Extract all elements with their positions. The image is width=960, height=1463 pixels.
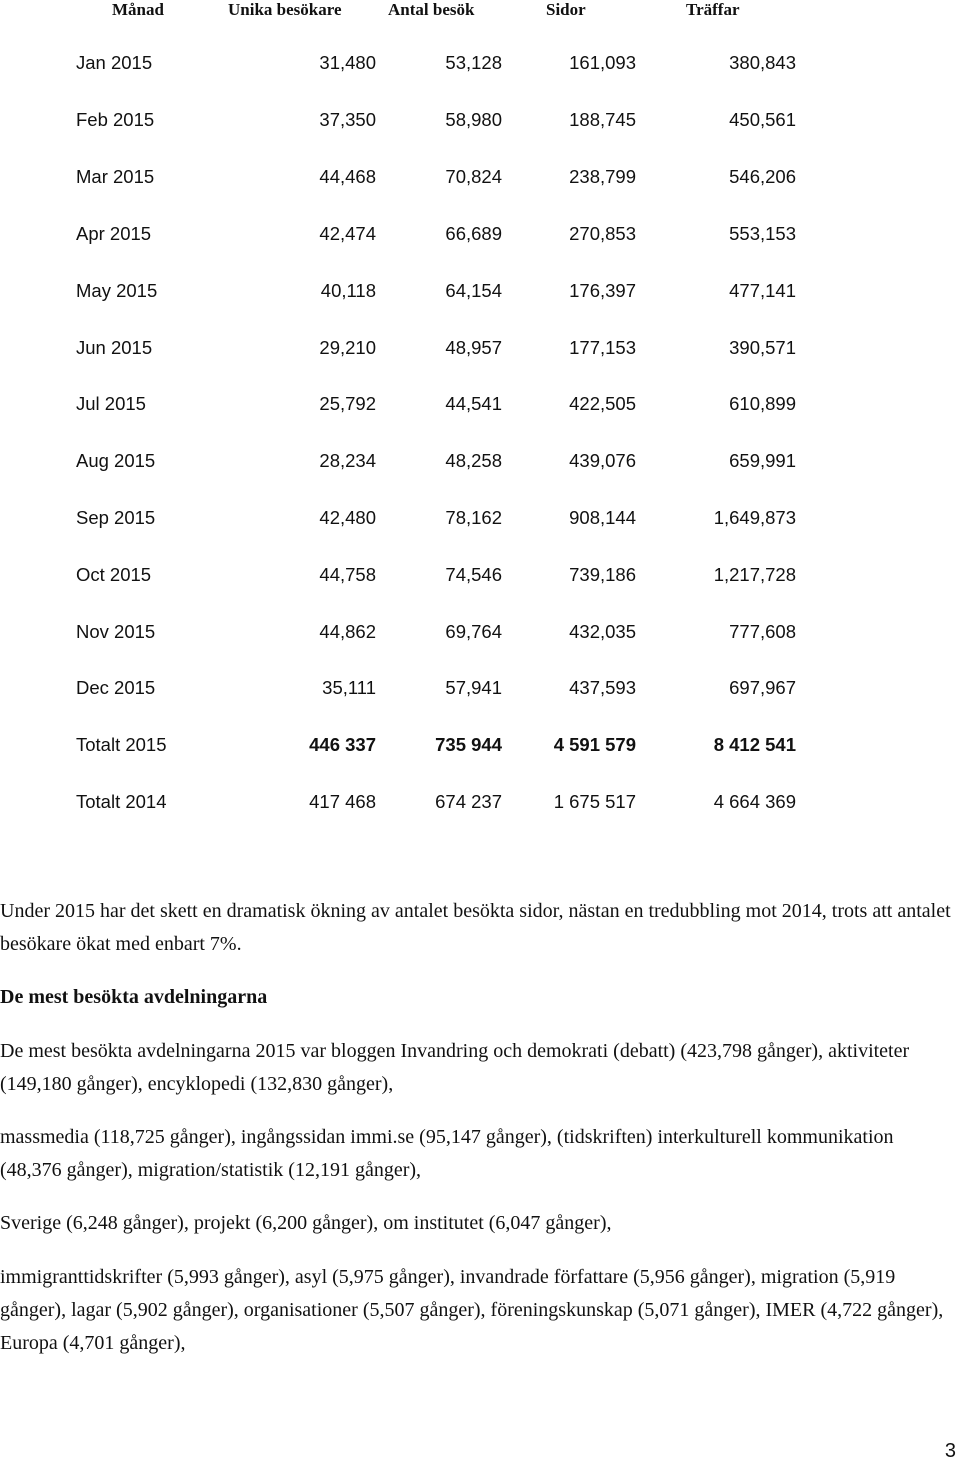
cell-unique-visitors: 28,234	[319, 450, 376, 471]
cell-hits: 546,206	[729, 166, 796, 187]
cell-unique-visitors: 446 337	[309, 734, 376, 755]
cell-hits: 553,153	[729, 223, 796, 244]
table-row-total-2014	[0, 789, 960, 815]
table-row	[0, 619, 960, 645]
table-row	[0, 448, 960, 474]
cell-hits: 380,843	[729, 52, 796, 73]
table-row	[0, 278, 960, 304]
cell-pages: 739,186	[569, 564, 636, 585]
cell-visits: 44,541	[445, 393, 502, 414]
body-paragraph: De mest besökta avdelningarna 2015 var bloggen Invandring och demokrati (debatt) (423,798 gånger), aktiviteter (149,180 gånger), encyklopedi (132,830 gånger),	[0, 1040, 910, 1095]
cell-visits: 53,128	[445, 52, 502, 73]
cell-month: Nov 2015	[76, 621, 156, 642]
table-row	[0, 164, 960, 190]
cell-unique-visitors: 42,474	[319, 223, 376, 244]
body-paragraph: immigranttidskrifter (5,993 gånger), asyl (5,975 gånger), invandrade författare (5,956 gånger), migration (5,919 gånger), lagar (5,902 gånger), organisationer (5,507 gånger), föreningskunskap (5,071 gånger), IMER (4,722 gånger), Europa (4,701 gånger),	[0, 1266, 944, 1354]
cell-unique-visitors: 29,210	[319, 337, 376, 358]
cell-visits: 74,546	[445, 564, 502, 585]
cell-visits: 78,162	[445, 507, 502, 528]
cell-visits: 64,154	[445, 280, 502, 301]
table-row	[0, 107, 960, 133]
cell-pages: 177,153	[569, 337, 636, 358]
cell-month: Totalt 2014	[76, 791, 167, 812]
cell-month: Jun 2015	[76, 337, 153, 358]
cell-month: Mar 2015	[76, 166, 155, 187]
cell-month: Feb 2015	[76, 109, 155, 130]
header-visits: Antal besök	[388, 0, 475, 19]
table-row	[0, 391, 960, 417]
cell-hits: 1,649,873	[713, 507, 796, 528]
table-row	[0, 675, 960, 701]
cell-visits: 58,980	[445, 109, 502, 130]
cell-month: May 2015	[76, 280, 158, 301]
cell-unique-visitors: 417 468	[309, 791, 376, 812]
cell-visits: 70,824	[445, 166, 502, 187]
cell-hits: 8 412 541	[713, 734, 796, 755]
cell-hits: 1,217,728	[713, 564, 796, 585]
cell-pages: 908,144	[569, 507, 636, 528]
cell-hits: 390,571	[729, 337, 796, 358]
cell-pages: 161,093	[569, 52, 636, 73]
cell-visits: 66,689	[445, 223, 502, 244]
cell-visits: 735 944	[435, 734, 502, 755]
cell-pages: 238,799	[569, 166, 636, 187]
table-row	[0, 335, 960, 361]
header-unique-visitors: Unika besökare	[228, 0, 342, 19]
header-pages: Sidor	[546, 0, 586, 19]
cell-unique-visitors: 31,480	[319, 52, 376, 73]
cell-month: Apr 2015	[76, 223, 152, 244]
table-row	[0, 562, 960, 588]
cell-visits: 48,957	[445, 337, 502, 358]
summary-paragraph: Under 2015 har det skett en dramatisk ökning av antalet besökta sidor, nästan en tredubbling mot 2014, trots att antalet besökare ökat med enbart 7%.	[0, 900, 951, 955]
cell-month: Jul 2015	[76, 393, 146, 414]
cell-pages: 188,745	[569, 109, 636, 130]
cell-month: Oct 2015	[76, 564, 152, 585]
page-number: 3	[944, 1440, 956, 1462]
cell-unique-visitors: 44,758	[319, 564, 376, 585]
cell-pages: 439,076	[569, 450, 636, 471]
cell-unique-visitors: 35,111	[322, 677, 376, 698]
cell-hits: 659,991	[729, 450, 796, 471]
table-row-total-2015	[0, 732, 960, 758]
cell-hits: 697,967	[729, 677, 796, 698]
cell-unique-visitors: 44,862	[319, 621, 376, 642]
cell-pages: 432,035	[569, 621, 636, 642]
cell-hits: 477,141	[729, 280, 796, 301]
cell-hits: 450,561	[729, 109, 796, 130]
cell-visits: 57,941	[445, 677, 502, 698]
body-paragraph: massmedia (118,725 gånger), ingångssidan immi.se (95,147 gånger), (tidskriften) interkulturell kommunikation (48,376 gånger), migration/statistik (12,191 gånger),	[0, 1126, 894, 1181]
cell-unique-visitors: 25,792	[319, 393, 376, 414]
cell-month: Jan 2015	[76, 52, 153, 73]
cell-pages: 422,505	[569, 393, 636, 414]
section-heading: De mest besökta avdelningarna	[0, 986, 268, 1008]
cell-hits: 4 664 369	[713, 791, 796, 812]
cell-unique-visitors: 42,480	[319, 507, 376, 528]
cell-month: Aug 2015	[76, 450, 156, 471]
cell-pages: 176,397	[569, 280, 636, 301]
cell-visits: 674 237	[435, 791, 502, 812]
cell-hits: 777,608	[729, 621, 796, 642]
body-paragraph: Sverige (6,248 gånger), projekt (6,200 gånger), om institutet (6,047 gånger),	[0, 1212, 612, 1234]
cell-hits: 610,899	[729, 393, 796, 414]
cell-visits: 69,764	[445, 621, 502, 642]
table-row	[0, 221, 960, 247]
cell-unique-visitors: 40,118	[320, 280, 376, 301]
cell-unique-visitors: 44,468	[319, 166, 376, 187]
cell-pages: 437,593	[569, 677, 636, 698]
cell-visits: 48,258	[445, 450, 502, 471]
header-hits: Träffar	[686, 0, 740, 19]
table-row	[0, 50, 960, 76]
header-month: Månad	[112, 0, 164, 19]
table-row	[0, 505, 960, 531]
table-header	[0, 0, 960, 20]
cell-pages: 270,853	[569, 223, 636, 244]
cell-pages: 1 675 517	[553, 791, 636, 812]
cell-month: Totalt 2015	[76, 734, 167, 755]
cell-month: Sep 2015	[76, 507, 156, 528]
cell-unique-visitors: 37,350	[319, 109, 376, 130]
cell-pages: 4 591 579	[553, 734, 636, 755]
cell-month: Dec 2015	[76, 677, 156, 698]
